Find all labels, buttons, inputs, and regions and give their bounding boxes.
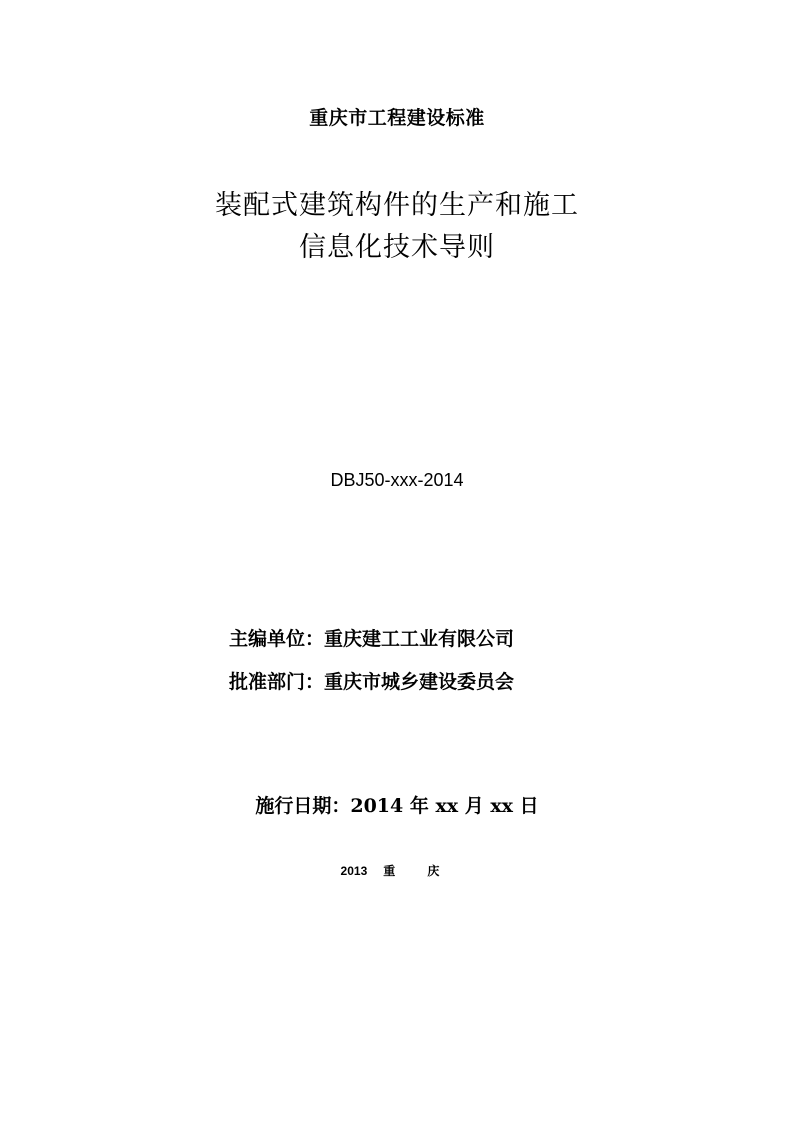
approving-department: 批准部门：重庆市城乡建设委员会 bbox=[229, 671, 515, 693]
issuer-heading: 重庆市工程建设标准 bbox=[309, 107, 485, 129]
footer bbox=[0, 862, 794, 879]
document-title-line-1: 装配式建筑构件的生产和施工 bbox=[215, 190, 579, 221]
effective-date: 施行日期：2014 年 xx 月 xx 日 bbox=[255, 795, 539, 817]
footer-city: 重 庆 bbox=[383, 864, 454, 878]
footer-year: 2013 bbox=[340, 864, 368, 878]
editor-unit: 主编单位：重庆建工工业有限公司 bbox=[229, 628, 515, 650]
standard-code: DBJ50-xxx-2014 bbox=[330, 470, 464, 490]
document-title-line-2: 信息化技术导则 bbox=[299, 232, 495, 263]
